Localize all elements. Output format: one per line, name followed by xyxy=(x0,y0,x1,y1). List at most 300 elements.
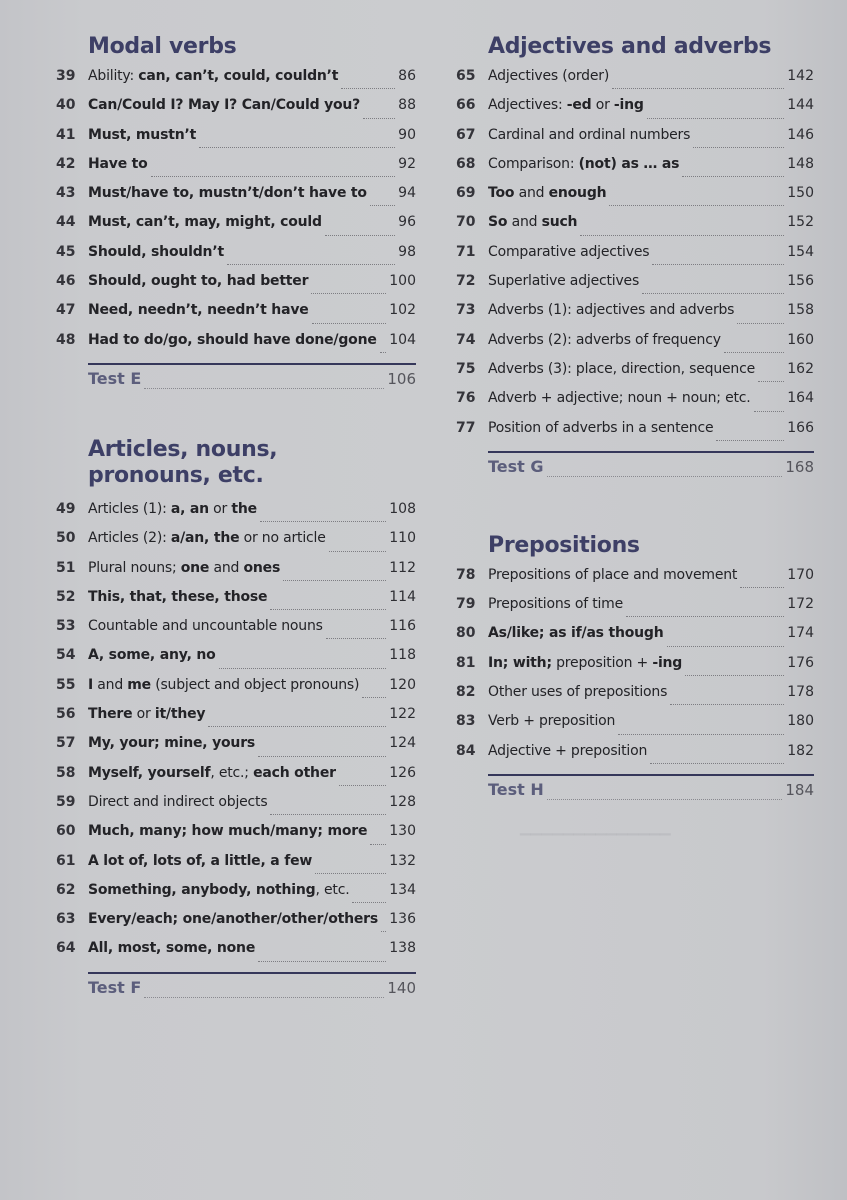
toc-entry[interactable] xyxy=(56,125,416,154)
page-number: 162 xyxy=(787,360,814,377)
unit-title xyxy=(88,938,255,958)
title-segment: , etc. xyxy=(315,881,350,898)
unit-title xyxy=(88,821,367,841)
unit-title xyxy=(88,300,309,320)
page-number: 96 xyxy=(398,214,416,231)
dot-leader xyxy=(612,88,784,89)
toc-entry[interactable] xyxy=(56,499,416,528)
unit-number: 83 xyxy=(456,713,476,730)
dot-leader xyxy=(642,293,784,294)
unit-title xyxy=(88,242,224,262)
dot-leader xyxy=(650,763,784,764)
toc-entry[interactable] xyxy=(456,271,814,300)
page-number: 132 xyxy=(389,852,416,869)
toc-entry[interactable] xyxy=(56,675,416,704)
page-number: 86 xyxy=(398,68,416,84)
title-segment: Direct and indirect objects xyxy=(88,793,268,810)
title-segment-bold: As/like; as if/as though xyxy=(488,625,664,642)
unit-number: 79 xyxy=(456,596,476,613)
unit-number: 47 xyxy=(56,302,76,319)
page-number: 176 xyxy=(787,654,814,671)
unit-title xyxy=(488,594,623,614)
unit-number: 70 xyxy=(456,214,476,231)
dot-leader xyxy=(283,580,386,581)
title-segment: Other uses of prepositions xyxy=(488,684,668,701)
test-label: Test F xyxy=(88,977,142,997)
left-column xyxy=(56,30,416,1004)
title-segment-bold: A, some, any, no xyxy=(88,647,216,664)
toc-entry[interactable] xyxy=(456,623,814,652)
unit-number: 72 xyxy=(456,273,476,290)
unit-number: 76 xyxy=(456,390,476,407)
toc-entry[interactable] xyxy=(456,682,814,711)
unit-title xyxy=(488,183,606,203)
title-segment-bold: Every/each; one/another/other/others xyxy=(88,911,379,928)
title-segment-bold: Something, anybody, nothing xyxy=(88,881,316,898)
toc-entry[interactable] xyxy=(456,711,814,740)
unit-number: 65 xyxy=(456,68,476,84)
dot-leader xyxy=(326,638,387,639)
unit-title xyxy=(88,880,349,900)
toc-entry[interactable] xyxy=(56,528,416,557)
title-segment-bold: Must, can’t, may, might, could xyxy=(88,214,322,231)
toc-entry[interactable] xyxy=(456,66,814,95)
page-number: 158 xyxy=(787,302,814,319)
dot-leader xyxy=(219,668,387,669)
page-number: 146 xyxy=(787,126,814,143)
page-number: 98 xyxy=(398,243,416,260)
page-number: 94 xyxy=(398,185,416,202)
title-segment-bold: ones xyxy=(243,559,281,576)
dot-leader xyxy=(144,388,384,389)
title-segment-bold: it/they xyxy=(154,706,206,723)
page-number: 148 xyxy=(787,155,814,172)
title-segment-bold: can, can’t, could, couldn’t xyxy=(138,68,339,84)
page-number: 106 xyxy=(387,369,416,388)
title-segment-bold: Myself, yourself xyxy=(88,764,211,781)
test-separator xyxy=(88,972,416,974)
title-segment-bold: Should, ought to, had better xyxy=(88,273,309,290)
unit-number: 46 xyxy=(56,273,76,290)
section-heading-line-1: Articles, nouns, xyxy=(88,436,278,462)
unit-title xyxy=(88,66,338,86)
title-segment: Comparison: xyxy=(488,155,579,172)
title-segment-bold: one xyxy=(180,559,210,576)
unit-title xyxy=(88,763,336,783)
unit-title xyxy=(88,792,267,812)
title-segment: Adverbs (1): adjectives and adverbs xyxy=(488,302,735,319)
title-segment: or xyxy=(132,706,155,723)
unit-title xyxy=(488,154,679,174)
toc-entry[interactable] xyxy=(56,154,416,183)
unit-number: 43 xyxy=(56,185,76,202)
title-segment: Adverb + adjective; noun + noun; etc. xyxy=(488,390,751,407)
toc-entry[interactable] xyxy=(456,242,814,271)
page-number: 136 xyxy=(389,911,416,928)
unit-number: 54 xyxy=(56,647,76,664)
title-segment-bold: -ed xyxy=(566,97,592,114)
toc-entry[interactable] xyxy=(456,388,814,417)
test-entry[interactable] xyxy=(488,780,814,806)
title-segment: Adjectives (order) xyxy=(488,68,610,84)
test-entry[interactable] xyxy=(88,369,416,395)
title-segment-bold: In; with; xyxy=(488,654,552,671)
unit-number: 62 xyxy=(56,881,76,898)
title-segment-bold: Much, many; how much/many; more xyxy=(88,823,368,840)
unit-number: 67 xyxy=(456,126,476,143)
toc-entry[interactable] xyxy=(56,558,416,587)
dot-leader xyxy=(144,997,384,998)
section-adjectives-adverbs xyxy=(456,34,814,483)
unit-number: 52 xyxy=(56,588,76,605)
title-segment: and xyxy=(209,559,244,576)
toc-entry[interactable] xyxy=(56,212,416,241)
dot-leader xyxy=(693,147,784,148)
unit-number: 50 xyxy=(56,530,76,547)
toc-entry[interactable] xyxy=(56,271,416,300)
toc-entry[interactable] xyxy=(56,733,416,762)
section-articles-nouns-pronouns xyxy=(56,437,416,1004)
right-column xyxy=(456,30,814,806)
page-number: 182 xyxy=(787,742,814,759)
title-segment: Verb + preposition xyxy=(488,713,616,730)
entry-list xyxy=(456,565,814,770)
unit-title xyxy=(88,645,216,665)
test-separator xyxy=(88,363,416,365)
title-segment: Prepositions of place and movement xyxy=(488,566,738,583)
unit-number: 82 xyxy=(456,684,476,701)
dot-leader xyxy=(740,587,784,588)
unit-number: 71 xyxy=(456,243,476,260)
dot-leader xyxy=(652,264,784,265)
section-modal-verbs xyxy=(56,34,416,395)
toc-entry[interactable] xyxy=(56,95,416,124)
page-number: 156 xyxy=(787,273,814,290)
page-number: 140 xyxy=(387,978,416,997)
unit-title xyxy=(488,388,751,408)
toc-entry[interactable] xyxy=(456,212,814,241)
unit-title xyxy=(88,271,308,291)
title-segment: preposition + xyxy=(551,654,653,671)
dot-leader xyxy=(362,697,386,698)
entry-list xyxy=(456,66,814,447)
title-segment-bold: This, that, these, those xyxy=(88,588,268,605)
dot-leader xyxy=(626,616,784,617)
unit-number: 69 xyxy=(456,185,476,202)
toc-entry[interactable] xyxy=(56,909,416,938)
page-number: 178 xyxy=(787,684,814,701)
page-number: 104 xyxy=(389,331,416,348)
toc-entry[interactable] xyxy=(456,565,814,594)
title-segment: and xyxy=(93,676,128,693)
page-number: 174 xyxy=(787,625,814,642)
unit-title xyxy=(88,587,267,607)
toc-entry[interactable] xyxy=(56,587,416,616)
dot-leader xyxy=(370,844,386,845)
toc-entry[interactable] xyxy=(56,792,416,821)
dot-leader xyxy=(670,704,784,705)
dot-leader xyxy=(618,734,784,735)
unit-number: 53 xyxy=(56,618,76,635)
toc-entry[interactable] xyxy=(56,330,416,359)
dot-leader xyxy=(315,873,386,874)
unit-number: 49 xyxy=(56,500,76,517)
test-label: Test H xyxy=(488,779,544,799)
unit-title xyxy=(88,616,323,636)
dot-leader xyxy=(258,756,386,757)
section-prepositions xyxy=(456,533,814,806)
title-segment-bold: A lot of, lots of, a little, a few xyxy=(88,852,313,869)
toc-entry[interactable] xyxy=(56,880,416,909)
unit-title xyxy=(488,271,639,291)
test-separator xyxy=(488,774,814,776)
page-number: 102 xyxy=(389,302,416,319)
unit-number: 56 xyxy=(56,706,76,723)
title-segment: Adverbs (3): place, direction, sequence xyxy=(488,360,755,377)
title-segment-bold: Have to xyxy=(88,155,148,172)
section-heading: Modal verbs xyxy=(88,34,237,59)
toc-entry[interactable] xyxy=(56,763,416,792)
page-number: 100 xyxy=(389,273,416,290)
dot-leader xyxy=(682,176,784,177)
unit-number: 80 xyxy=(456,625,476,642)
unit-number: 45 xyxy=(56,243,76,260)
dot-leader xyxy=(716,440,784,441)
dot-leader xyxy=(270,609,386,610)
title-segment: or xyxy=(208,500,232,517)
title-segment-bold: Too xyxy=(488,185,515,202)
toc-entry[interactable] xyxy=(456,741,814,770)
unit-number: 57 xyxy=(56,735,76,752)
unit-title xyxy=(88,330,377,350)
toc-entry[interactable] xyxy=(456,183,814,212)
page-number: 134 xyxy=(389,881,416,898)
entry-list xyxy=(56,499,416,968)
unit-title xyxy=(488,418,713,438)
page-number: 110 xyxy=(389,530,416,547)
unit-title xyxy=(488,741,647,761)
page-number: 128 xyxy=(389,793,416,810)
page-number: 130 xyxy=(389,823,416,840)
unit-title xyxy=(88,558,280,578)
test-label: Test G xyxy=(488,456,544,476)
title-segment-bold: All, most, some, none xyxy=(88,940,256,957)
unit-title xyxy=(488,95,644,115)
dot-leader xyxy=(151,176,396,177)
title-segment-bold: Can/Could I? May I? Can/Could you? xyxy=(88,97,361,114)
bleed-through-text: ▁▁▁▁▁▁▁▁▁▁▁▁▁▁ xyxy=(520,820,671,836)
toc-entry[interactable] xyxy=(56,300,416,329)
unit-title xyxy=(88,125,196,145)
page-number: 112 xyxy=(389,559,416,576)
dot-leader xyxy=(329,551,387,552)
section-heading: Adjectives and adverbs xyxy=(488,34,772,59)
dot-leader xyxy=(325,235,395,236)
title-segment: Comparative adjectives xyxy=(488,243,650,260)
toc-entry[interactable] xyxy=(456,594,814,623)
dot-leader xyxy=(199,147,395,148)
title-segment-bold: Need, needn’t, needn’t have xyxy=(88,302,309,319)
toc-entry[interactable] xyxy=(56,645,416,674)
unit-title xyxy=(88,95,360,115)
title-segment-bold: enough xyxy=(548,185,607,202)
unit-number: 61 xyxy=(56,852,76,869)
unit-title xyxy=(488,330,721,350)
page-number: 126 xyxy=(389,764,416,781)
unit-number: 58 xyxy=(56,764,76,781)
page-number: 184 xyxy=(785,780,814,799)
toc-entry[interactable] xyxy=(456,300,814,329)
unit-number: 74 xyxy=(456,331,476,348)
page-number: 160 xyxy=(787,331,814,348)
page-number: 118 xyxy=(389,647,416,664)
toc-entry[interactable] xyxy=(456,418,814,447)
toc-entry[interactable] xyxy=(56,851,416,880)
dot-leader xyxy=(312,323,387,324)
dot-leader xyxy=(380,352,387,353)
title-segment-bold: -ing xyxy=(613,97,644,114)
dot-leader xyxy=(341,88,395,89)
toc-entry[interactable] xyxy=(56,183,416,212)
unit-number: 51 xyxy=(56,559,76,576)
toc-entry[interactable] xyxy=(56,66,416,95)
unit-title xyxy=(88,675,359,695)
page-number: 172 xyxy=(787,596,814,613)
title-segment: (subject and object pronouns) xyxy=(150,676,360,693)
dot-leader xyxy=(754,411,785,412)
title-segment-bold: me xyxy=(127,676,151,693)
title-segment: Superlative adjectives xyxy=(488,273,640,290)
title-segment-bold: -ing xyxy=(652,654,683,671)
page-number: 150 xyxy=(787,185,814,202)
title-segment: Ability: xyxy=(88,68,139,84)
section-heading-line-2: pronouns, etc. xyxy=(88,462,264,488)
toc-entry[interactable] xyxy=(456,154,814,183)
dot-leader xyxy=(580,235,784,236)
title-segment-bold: Had to do/go, should have done/gone xyxy=(88,331,377,348)
title-segment-bold: the xyxy=(231,500,257,517)
dot-leader xyxy=(227,264,395,265)
unit-number: 60 xyxy=(56,823,76,840)
unit-title xyxy=(88,733,255,753)
test-entry[interactable] xyxy=(488,457,814,483)
title-segment: or xyxy=(591,97,614,114)
unit-title xyxy=(488,300,734,320)
title-segment-bold: Should, shouldn’t xyxy=(88,243,224,260)
dot-leader xyxy=(737,323,784,324)
entry-list xyxy=(56,66,416,359)
unit-number: 81 xyxy=(456,654,476,671)
unit-title xyxy=(88,851,312,871)
dot-leader xyxy=(258,961,386,962)
unit-title xyxy=(488,653,682,673)
title-segment-bold: Must, mustn’t xyxy=(88,126,197,143)
toc-entry[interactable] xyxy=(456,359,814,388)
page-number: 120 xyxy=(389,676,416,693)
unit-number: 42 xyxy=(56,155,76,172)
test-separator xyxy=(488,451,814,453)
dot-leader xyxy=(311,293,386,294)
page-number: 88 xyxy=(398,97,416,114)
title-segment: , etc.; xyxy=(210,764,254,781)
unit-title xyxy=(88,212,322,232)
title-segment-bold: a, an xyxy=(170,500,209,517)
unit-title xyxy=(488,242,649,262)
title-segment-bold: such xyxy=(541,214,578,231)
toc-entry[interactable] xyxy=(56,938,416,967)
toc-entry[interactable] xyxy=(56,242,416,271)
toc-entry[interactable] xyxy=(456,330,814,359)
page-number: 122 xyxy=(389,706,416,723)
unit-number: 77 xyxy=(456,419,476,436)
title-segment: Adverbs (2): adverbs of frequency xyxy=(488,331,721,348)
page-number: 180 xyxy=(787,713,814,730)
unit-number: 73 xyxy=(456,302,476,319)
dot-leader xyxy=(685,675,784,676)
page-number: 144 xyxy=(787,97,814,114)
title-segment-bold: each other xyxy=(253,764,336,781)
title-segment: or no article xyxy=(239,530,326,547)
page-number: 142 xyxy=(787,68,814,84)
title-segment-bold: So xyxy=(488,214,508,231)
page-number: 92 xyxy=(398,155,416,172)
toc-entry[interactable] xyxy=(456,653,814,682)
unit-title xyxy=(488,682,667,702)
unit-title xyxy=(88,909,378,929)
title-segment-bold: There xyxy=(88,706,133,723)
toc-entry[interactable] xyxy=(56,616,416,645)
dot-leader xyxy=(547,476,783,477)
unit-number: 59 xyxy=(56,793,76,810)
title-segment-bold: (not) as … as xyxy=(578,155,680,172)
dot-leader xyxy=(363,118,395,119)
unit-title xyxy=(88,499,257,519)
toc-entry[interactable] xyxy=(56,821,416,850)
title-segment-bold: Must/have to, mustn’t/don’t have to xyxy=(88,185,367,202)
unit-number: 41 xyxy=(56,126,76,143)
toc-entry[interactable] xyxy=(456,95,814,124)
dot-leader xyxy=(547,799,783,800)
page-number: 164 xyxy=(787,390,814,407)
unit-number: 63 xyxy=(56,911,76,928)
unit-title xyxy=(488,565,737,585)
page-number: 168 xyxy=(785,457,814,476)
unit-title xyxy=(88,704,205,724)
title-segment-bold: My, your; mine, yours xyxy=(88,735,256,752)
test-label: Test E xyxy=(88,368,142,388)
unit-title xyxy=(488,711,615,731)
dot-leader xyxy=(609,205,784,206)
dot-leader xyxy=(208,726,386,727)
dot-leader xyxy=(724,352,784,353)
page-number: 90 xyxy=(398,126,416,143)
dot-leader xyxy=(339,785,386,786)
dot-leader xyxy=(758,381,784,382)
title-segment-bold: I xyxy=(88,676,94,693)
page-number: 170 xyxy=(787,566,814,583)
toc-entry[interactable] xyxy=(56,704,416,733)
dot-leader xyxy=(270,814,386,815)
unit-title xyxy=(488,212,577,232)
unit-title xyxy=(488,623,664,643)
toc-entry[interactable] xyxy=(456,125,814,154)
unit-title xyxy=(88,183,367,203)
title-segment: Cardinal and ordinal numbers xyxy=(488,126,691,143)
unit-number: 55 xyxy=(56,676,76,693)
title-segment: Prepositions of time xyxy=(488,596,624,613)
unit-number: 75 xyxy=(456,360,476,377)
test-entry[interactable] xyxy=(88,978,416,1004)
